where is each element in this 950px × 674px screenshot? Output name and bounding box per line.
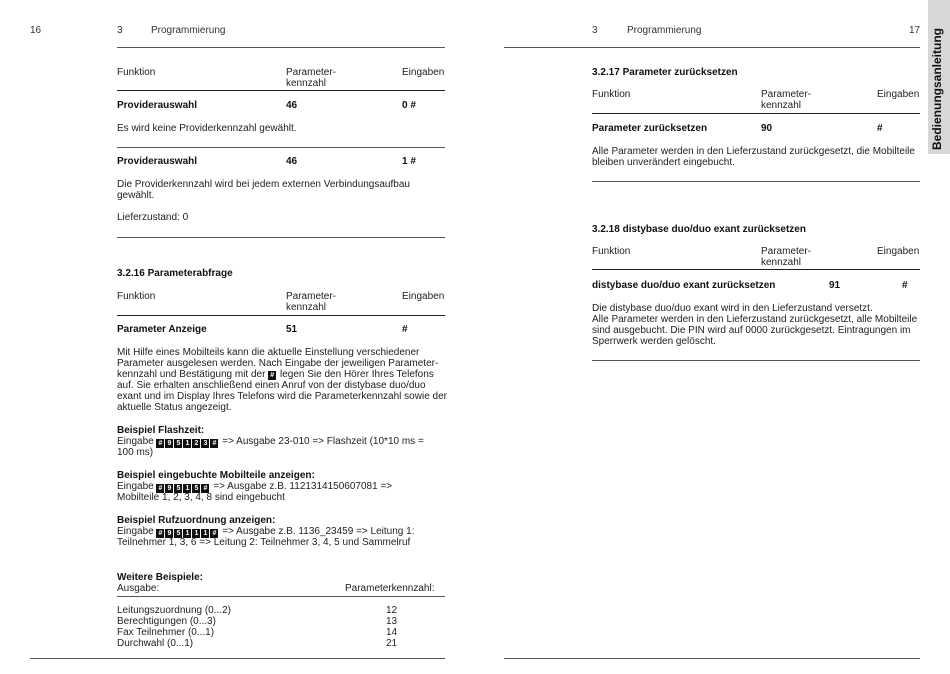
digit-key-icon: 5 bbox=[174, 484, 182, 493]
page-number-right: 17 bbox=[909, 25, 921, 36]
side-tab bbox=[928, 0, 950, 154]
th-parameter-l1: Parameter- bbox=[286, 67, 337, 78]
weitere-item-label: Leitungszuordnung (0...2) bbox=[117, 605, 231, 616]
th-parameter-l1: Parameter- bbox=[761, 246, 812, 257]
hash-key-icon: # bbox=[210, 439, 218, 448]
row1-funktion: Providerauswahl bbox=[117, 100, 198, 111]
weitere-item-value: 14 bbox=[386, 627, 398, 638]
th-eingaben: Eingaben bbox=[402, 67, 445, 78]
th-parameter-l1: Parameter- bbox=[761, 89, 812, 100]
row1-eingabe: 0 # bbox=[402, 100, 416, 111]
row-3218-kennzahl: 91 bbox=[829, 280, 841, 291]
hash-key-icon: # bbox=[268, 371, 276, 380]
desc-l2: Parameter ausgelesen werden. Nach Eingabe der jeweiligen Parameter- bbox=[117, 358, 439, 369]
row-divider bbox=[117, 237, 445, 238]
table-rule bbox=[117, 90, 445, 91]
page-number-left: 16 bbox=[30, 25, 42, 36]
section-3218-heading: 3.2.18 distybase duo/duo exant zurücksetzen bbox=[592, 224, 806, 235]
weitere-item-label: Fax Teilnehmer (0...1) bbox=[117, 627, 215, 638]
chapter-number-left: 3 bbox=[117, 25, 123, 36]
beispiel-mobilteile-line2: Mobilteile 1, 2, 3, 4, 8 sind eingebucht bbox=[117, 492, 285, 503]
eingabe-label: Eingabe bbox=[117, 436, 154, 447]
row2-eingabe: 1 # bbox=[402, 156, 416, 167]
row3-eingabe: # bbox=[402, 324, 408, 335]
header-rule-right bbox=[504, 47, 920, 48]
chapter-title-left: Programmierung bbox=[151, 25, 226, 36]
beispiel-mobilteile-rest: => Ausgabe z.B. 1121314150607081 => bbox=[213, 481, 393, 492]
digit-key-icon: 5 bbox=[174, 439, 182, 448]
weitere-item-value: 12 bbox=[386, 605, 398, 616]
table-rule bbox=[592, 113, 920, 114]
hash-key-icon: # bbox=[201, 484, 209, 493]
hash-key-icon: # bbox=[156, 484, 164, 493]
weitere-rule bbox=[117, 596, 445, 597]
digit-key-icon: 2 bbox=[192, 439, 200, 448]
desc-3217-l2: bleiben unverändert eingebucht. bbox=[592, 157, 735, 168]
desc-l3 bbox=[117, 369, 434, 380]
beispiel-flashzeit-line2: 100 ms) bbox=[117, 447, 154, 458]
desc-l3b: legen Sie den Hörer Ihres Telefons bbox=[280, 369, 434, 380]
row3-funktion: Parameter Anzeige bbox=[117, 324, 207, 335]
row2-lieferzustand: Lieferzustand: 0 bbox=[117, 212, 189, 223]
th-parameter-l2: kennzahl bbox=[286, 78, 327, 89]
desc-3218-l1: Die distybase duo/duo exant wird in den Lieferzustand versetzt. bbox=[592, 303, 873, 314]
footer-rule-left bbox=[30, 658, 445, 659]
row2-desc-l1: Die Providerkennzahl wird bei jedem externen Verbindungsaufbau bbox=[117, 179, 410, 190]
digit-key-icon: 1 bbox=[183, 484, 191, 493]
desc-l1: Mit Hilfe eines Mobilteils kann die aktuelle Einstellung verschiedener bbox=[117, 347, 420, 358]
th-funktion: Funktion bbox=[117, 67, 156, 78]
section-3216-heading: 3.2.16 Parameterabfrage bbox=[117, 268, 233, 279]
chapter-title-right: Programmierung bbox=[627, 25, 702, 36]
beispiel-rufzuordnung-line2: Teilnehmer 1, 3, 6 => Leitung 2: Teilnehmer 3, 4, 5 und Sammelruf bbox=[117, 537, 411, 548]
weitere-item-value: 13 bbox=[386, 616, 398, 627]
row2-funktion: Providerauswahl bbox=[117, 156, 198, 167]
hash-key-icon: # bbox=[210, 529, 218, 538]
th-funktion: Funktion bbox=[592, 89, 631, 100]
digit-key-icon: 9 bbox=[165, 529, 173, 538]
digit-key-icon: 5 bbox=[174, 529, 182, 538]
footer-rule-right bbox=[504, 658, 920, 659]
digit-key-icon: 9 bbox=[165, 484, 173, 493]
row-divider bbox=[117, 147, 445, 148]
desc-3218-l3: sind ausgebucht. Die PIN wird auf 0000 zurückgesetzt. Eintragungen im bbox=[592, 325, 911, 336]
weitere-item-label: Durchwahl (0...1) bbox=[117, 638, 194, 649]
desc-3218-l4: Sperrwerk werden gelöscht. bbox=[592, 336, 716, 347]
table-rule bbox=[117, 315, 445, 316]
th-funktion: Funktion bbox=[117, 291, 156, 302]
row-3218-funktion: distybase duo/duo exant zurücksetzen bbox=[592, 280, 776, 291]
desc-l3a: kennzahl und Bestätigung mit der bbox=[117, 369, 266, 380]
beispiel-flashzeit-rest: => Ausgabe 23-010 => Flashzeit (10*10 ms = bbox=[222, 436, 424, 447]
digit-key-icon: 1 bbox=[192, 529, 200, 538]
side-tab-label: Bedienungsanleitung bbox=[930, 27, 944, 150]
beispiel-flashzeit-title: Beispiel Flashzeit: bbox=[117, 425, 205, 436]
digit-key-icon: 5 bbox=[192, 484, 200, 493]
row1-kennzahl: 46 bbox=[286, 100, 298, 111]
row-3217-kennzahl: 90 bbox=[761, 123, 773, 134]
row-3217-funktion: Parameter zurücksetzen bbox=[592, 123, 708, 134]
desc-l5: exant und im Display Ihres Telefons wird die Parameterkennzahl sowie der bbox=[117, 391, 447, 402]
th-funktion: Funktion bbox=[592, 246, 631, 257]
digit-key-icon: 1 bbox=[201, 529, 209, 538]
row-3217-eingabe: # bbox=[877, 123, 883, 134]
th-eingaben: Eingaben bbox=[877, 89, 920, 100]
row3-kennzahl: 51 bbox=[286, 324, 298, 335]
header-rule-left bbox=[117, 47, 445, 48]
desc-3218-l2: Alle Parameter werden in den Lieferzustand zurückgesetzt, alle Mobilteile bbox=[592, 314, 918, 325]
digit-key-icon: 3 bbox=[201, 439, 209, 448]
eingabe-label: Eingabe bbox=[117, 526, 154, 537]
section-3217-heading: 3.2.17 Parameter zurücksetzen bbox=[592, 67, 738, 78]
beispiel-mobilteile-title: Beispiel eingebuchte Mobilteile anzeigen: bbox=[117, 470, 315, 481]
row-3218-eingabe: # bbox=[902, 280, 908, 291]
hash-key-icon: # bbox=[156, 529, 164, 538]
row2-desc-l2: gewählt. bbox=[117, 190, 155, 201]
hash-key-icon: # bbox=[156, 439, 164, 448]
desc-l6: aktuelle Status angezeigt. bbox=[117, 402, 232, 413]
eingabe-label: Eingabe bbox=[117, 481, 154, 492]
th-parameter-l2: kennzahl bbox=[761, 257, 802, 268]
th-parameter-l2: kennzahl bbox=[761, 100, 802, 111]
beispiel-rufzuordnung-title: Beispiel Rufzuordnung anzeigen: bbox=[117, 515, 276, 526]
digit-key-icon: 9 bbox=[165, 439, 173, 448]
th-eingaben: Eingaben bbox=[877, 246, 920, 257]
row-divider bbox=[592, 181, 920, 182]
key-sequence-flashzeit bbox=[156, 437, 219, 448]
th-eingaben: Eingaben bbox=[402, 291, 445, 302]
table-rule bbox=[592, 269, 920, 270]
beispiel-rufzuordnung-rest: => Ausgabe z.B. 1136_23459 => Leitung 1: bbox=[222, 526, 415, 537]
row-divider bbox=[592, 360, 920, 361]
weitere-col-kennzahl: Parameterkennzahl: bbox=[345, 583, 435, 594]
digit-key-icon: 1 bbox=[183, 529, 191, 538]
weitere-item-value: 21 bbox=[386, 638, 398, 649]
th-parameter-l1: Parameter- bbox=[286, 291, 337, 302]
row1-desc: Es wird keine Providerkennzahl gewählt. bbox=[117, 123, 297, 134]
desc-l4: auf. Sie erhalten anschließend einen Anruf von der distybase duo/duo bbox=[117, 380, 426, 391]
weitere-beispiele-title: Weitere Beispiele: bbox=[117, 572, 203, 583]
th-parameter-l2: kennzahl bbox=[286, 302, 327, 313]
weitere-item-label: Berechtigungen (0...3) bbox=[117, 616, 216, 627]
chapter-number-right: 3 bbox=[592, 25, 598, 36]
digit-key-icon: 1 bbox=[183, 439, 191, 448]
row2-kennzahl: 46 bbox=[286, 156, 298, 167]
weitere-col-ausgabe: Ausgabe: bbox=[117, 583, 160, 594]
beispiel-flashzeit-line1 bbox=[117, 436, 424, 448]
desc-3217-l1: Alle Parameter werden in den Lieferzustand zurückgesetzt, die Mobilteile bbox=[592, 146, 915, 157]
